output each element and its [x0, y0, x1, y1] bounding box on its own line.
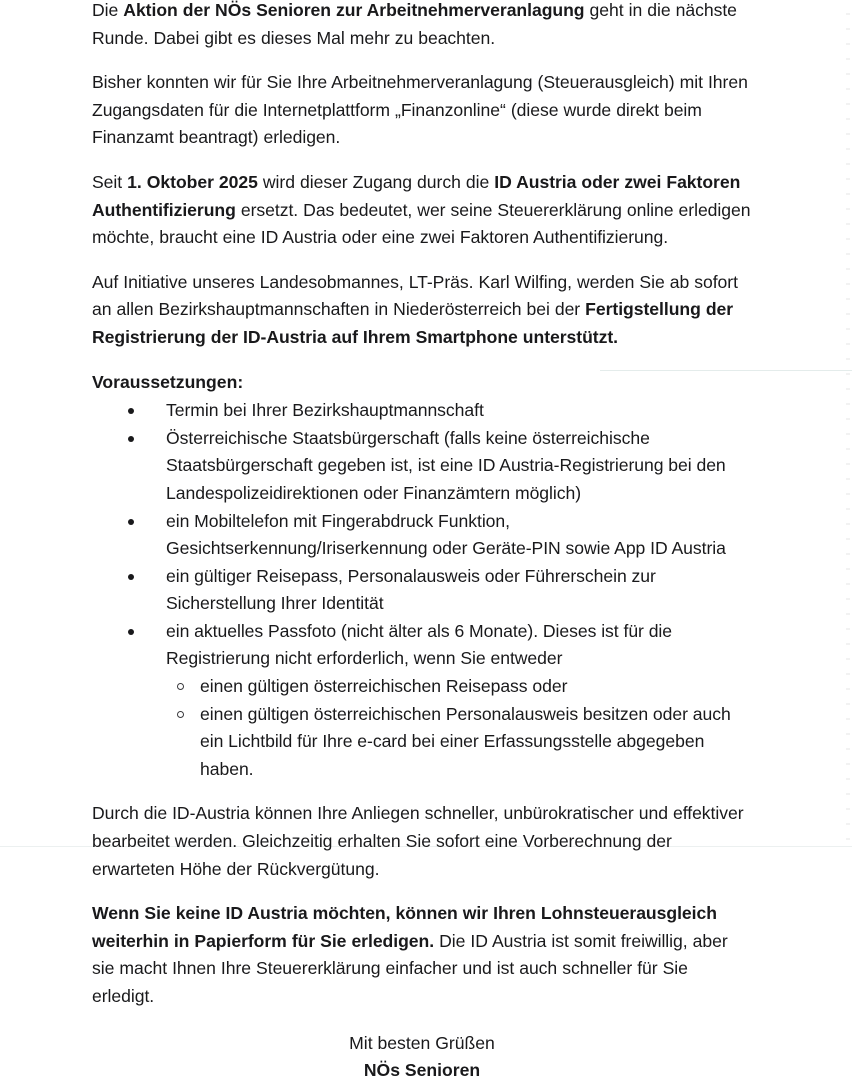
document-body: [92, 0, 752, 1085]
list-item-text: ein Mobiltelefon mit Fingerabdruck Funktion, Gesichtserkennung/Iriserkennung oder Geräte-PIN sowie App ID Austria: [166, 510, 726, 559]
new-rule-mid: wird dieser Zugang durch die: [257, 171, 495, 192]
scan-edge-specks: [846, 0, 850, 852]
list-item: [92, 508, 752, 563]
new-rule-method: ID Austria oder zwei Faktoren Authentifizierung: [92, 171, 741, 220]
closing-signature: NÖs Senioren: [363, 1060, 481, 1081]
paragraph-new-rule: [92, 169, 752, 252]
initiative-support-bold: Fertigstellung der Registrierung der ID-Austria auf Ihrem Smartphone unterstützt.: [92, 299, 734, 347]
bullet-dot-icon: [128, 519, 134, 525]
closing-block: [92, 1030, 752, 1085]
bullet-dot-icon: [128, 408, 134, 414]
paragraph-benefits: Durch die ID-Austria können Ihre Anliegen schneller, unbürokratischer und effektiver bearbeitet werden. Gleichzeitig erhalten Sie sofort eine Vorberechnung der erwarteten Höhe der Rückvergütung.: [92, 803, 744, 879]
paragraph-initiative: [92, 269, 752, 352]
intro-text-bold: Aktion der NÖs Senioren zur Arbeitnehmerveranlagung: [123, 0, 585, 20]
intro-text-lead: Die: [92, 0, 124, 20]
list-item-text: Österreichische Staatsbürgerschaft (falls keine österreichische Staatsbürgerschaft gegeben ist, ist eine ID Austria-Registrierung bei den Landespolizeidirektionen oder Finanzämtern möglich): [166, 427, 726, 503]
bullet-dot-icon: [128, 629, 134, 635]
requirements-list: [92, 397, 752, 783]
list-item: [92, 397, 752, 425]
new-rule-tail: ersetzt. Das bedeutet, wer seine Steuererklärung online erledigen möchte, braucht eine ID Austria oder eine zwei Faktoren Authentifizierung.: [92, 199, 751, 248]
sub-list-item-text: einen gültigen österreichischen Reisepass oder: [200, 676, 568, 697]
paragraph-previous-process: Bisher konnten wir für Sie Ihre Arbeitnehmerveranlagung (Steuerausgleich) mit Ihren Zugangsdaten für die Internetplattform „Finanzonline“ (diese wurde direkt beim Finanzamt beantragt) erledigen.: [92, 72, 748, 148]
closing-greeting: Mit besten Grüßen: [349, 1032, 495, 1053]
optional-paper-bold: Wenn Sie keine ID Austria möchten, können wir Ihren Lohnsteuerausgleich weiterhin in Papierform für Sie erledigen.: [92, 903, 717, 951]
sub-list-item: [166, 673, 752, 701]
sub-list-item: [166, 701, 752, 784]
list-item: [92, 425, 752, 508]
optional-paper-tail: Die ID Austria ist somit freiwillig, aber sie macht Ihnen Ihre Steuererklärung einfacher und ist auch schneller für Sie erledigt.: [92, 930, 728, 1006]
bullet-dot-icon: [128, 436, 134, 442]
list-item-text: ein gültiger Reisepass, Personalausweis oder Führerschein zur Sicherstellung Ihrer Identität: [166, 565, 656, 614]
bullet-circle-icon: [177, 683, 184, 690]
list-item: [92, 563, 752, 618]
list-item-text: ein aktuelles Passfoto (nicht älter als 6 Monate). Dieses ist für die Registrierung nicht erforderlich, wenn Sie entweder: [166, 620, 673, 669]
paragraph-optional-paper: [92, 900, 752, 1010]
requirements-heading: Voraussetzungen:: [92, 371, 244, 392]
requirements-sublist: [166, 673, 752, 783]
list-item-text: Termin bei Ihrer Bezirkshauptmannschaft: [166, 400, 484, 421]
bullet-circle-icon: [177, 711, 184, 718]
sub-list-item-text: einen gültigen österreichischen Personalausweis besitzen oder auch ein Lichtbild für Ihre e-card bei einer Erfassungsstelle abgegeben haben.: [200, 703, 731, 779]
bullet-dot-icon: [128, 574, 134, 580]
list-item: [92, 618, 752, 784]
intro-text-tail: geht in die nächste Runde. Dabei gibt es dieses Mal mehr zu beachten.: [92, 0, 737, 48]
initiative-lead: Auf Initiative unseres Landesobmannes, LT-Präs. Karl Wilfing, werden Sie ab sofort an allen Bezirkshauptmannschaften in Niederösterreich bei der: [92, 271, 738, 320]
new-rule-date: 1. Oktober 2025: [127, 171, 258, 192]
new-rule-lead: Seit: [92, 171, 128, 192]
paragraph-intro: [92, 0, 752, 52]
